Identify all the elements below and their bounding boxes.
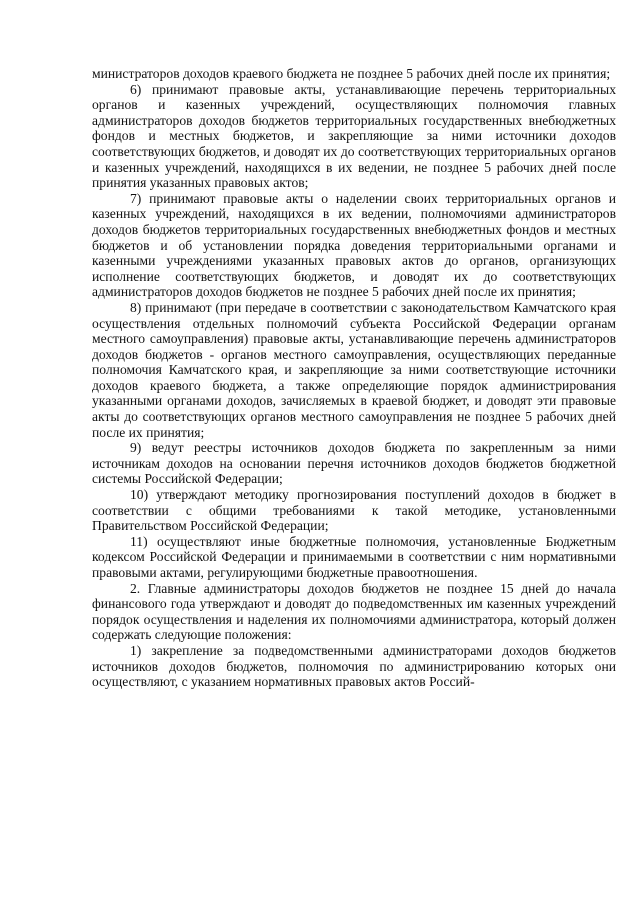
- paragraph-section-2: 2. Главные администраторы доходов бюджетов не позднее 15 дней до начала финансового года утверждают и доводят до подведомственных им казенных учреждений порядок осуществления и наделения их полномочиями администратора, который должен содержать следующие положения:: [92, 580, 616, 643]
- paragraph-item-11: 11) осуществляют иные бюджетные полномочия, установленные Бюджетным кодексом Российской Федерации и принимаемыми в соответствии с ним нормативными правовыми актами, регулирующими бюджетные правоотношения.: [92, 533, 616, 580]
- paragraph-item-9: 9) ведут реестры источников доходов бюджета по закрепленным за ними источникам доходов на основании перечня источников доходов бюджетов бюджетной системы Российской Федерации;: [92, 440, 616, 487]
- paragraph-item-10: 10) утверждают методику прогнозирования поступлений доходов в бюджет в соответствии с общими требованиями к такой методике, установленными Правительством Российской Федерации;: [92, 487, 616, 534]
- paragraph-item-6: 6) принимают правовые акты, устанавливающие перечень территориальных органов и казенных учреждений, осуществляющих полномочия главных администраторов доходов бюджетов территориальных государственных внебюджетных фондов и местных бюджетов, и закрепляющие за ними источники доходов соответствующих бюджетов, и доводят их до соответствующих территориальных органов и казенных учреждений, находящихся в их ведении, не позднее 5 рабочих дней после принятия указанных правовых актов;: [92, 81, 616, 191]
- paragraph-item-7: 7) принимают правовые акты о наделении своих территориальных органов и казенных учреждений, находящихся в их ведении, полномочиями администраторов доходов бюджетов территориальных государственных внебюджетных фондов и местных бюджетов и об установлении порядка доведения территориальными органами и казенными учреждениями указанных правовых актов до органов, организующих исполнение соответствующих бюджетов, и доводят их до соответствующих администраторов доходов бюджетов не позднее 5 рабочих дней после их принятия;: [92, 190, 616, 300]
- document-page: [92, 66, 616, 690]
- paragraph-item-8: 8) принимают (при передаче в соответствии с законодательством Камчатского края осуществления отдельных полномочий субъекта Российской Федерации органам местного самоуправления) правовые акты, устанавливающие перечень администраторов доходов бюджетов - органов местного самоуправления, осуществляющих переданные полномочия Камчатского края, и закрепляющие за ними соответствующие источники доходов краевого бюджета, а также определяющие порядок администрирования указанными органами доходов, зачисляемых в краевой бюджет, и доводят эти правовые акты до соответствующих органов местного самоуправления не позднее 5 рабочих дней после их принятия;: [92, 299, 616, 440]
- paragraph-subitem-1: 1) закрепление за подведомственными администраторами доходов бюджетов источников доходов бюджетов, полномочия по администрированию которых они осуществляют, с указанием нормативных правовых актов Россий-: [92, 642, 616, 690]
- paragraph-continuation: министраторов доходов краевого бюджета не позднее 5 рабочих дней после их принятия;: [92, 66, 611, 81]
